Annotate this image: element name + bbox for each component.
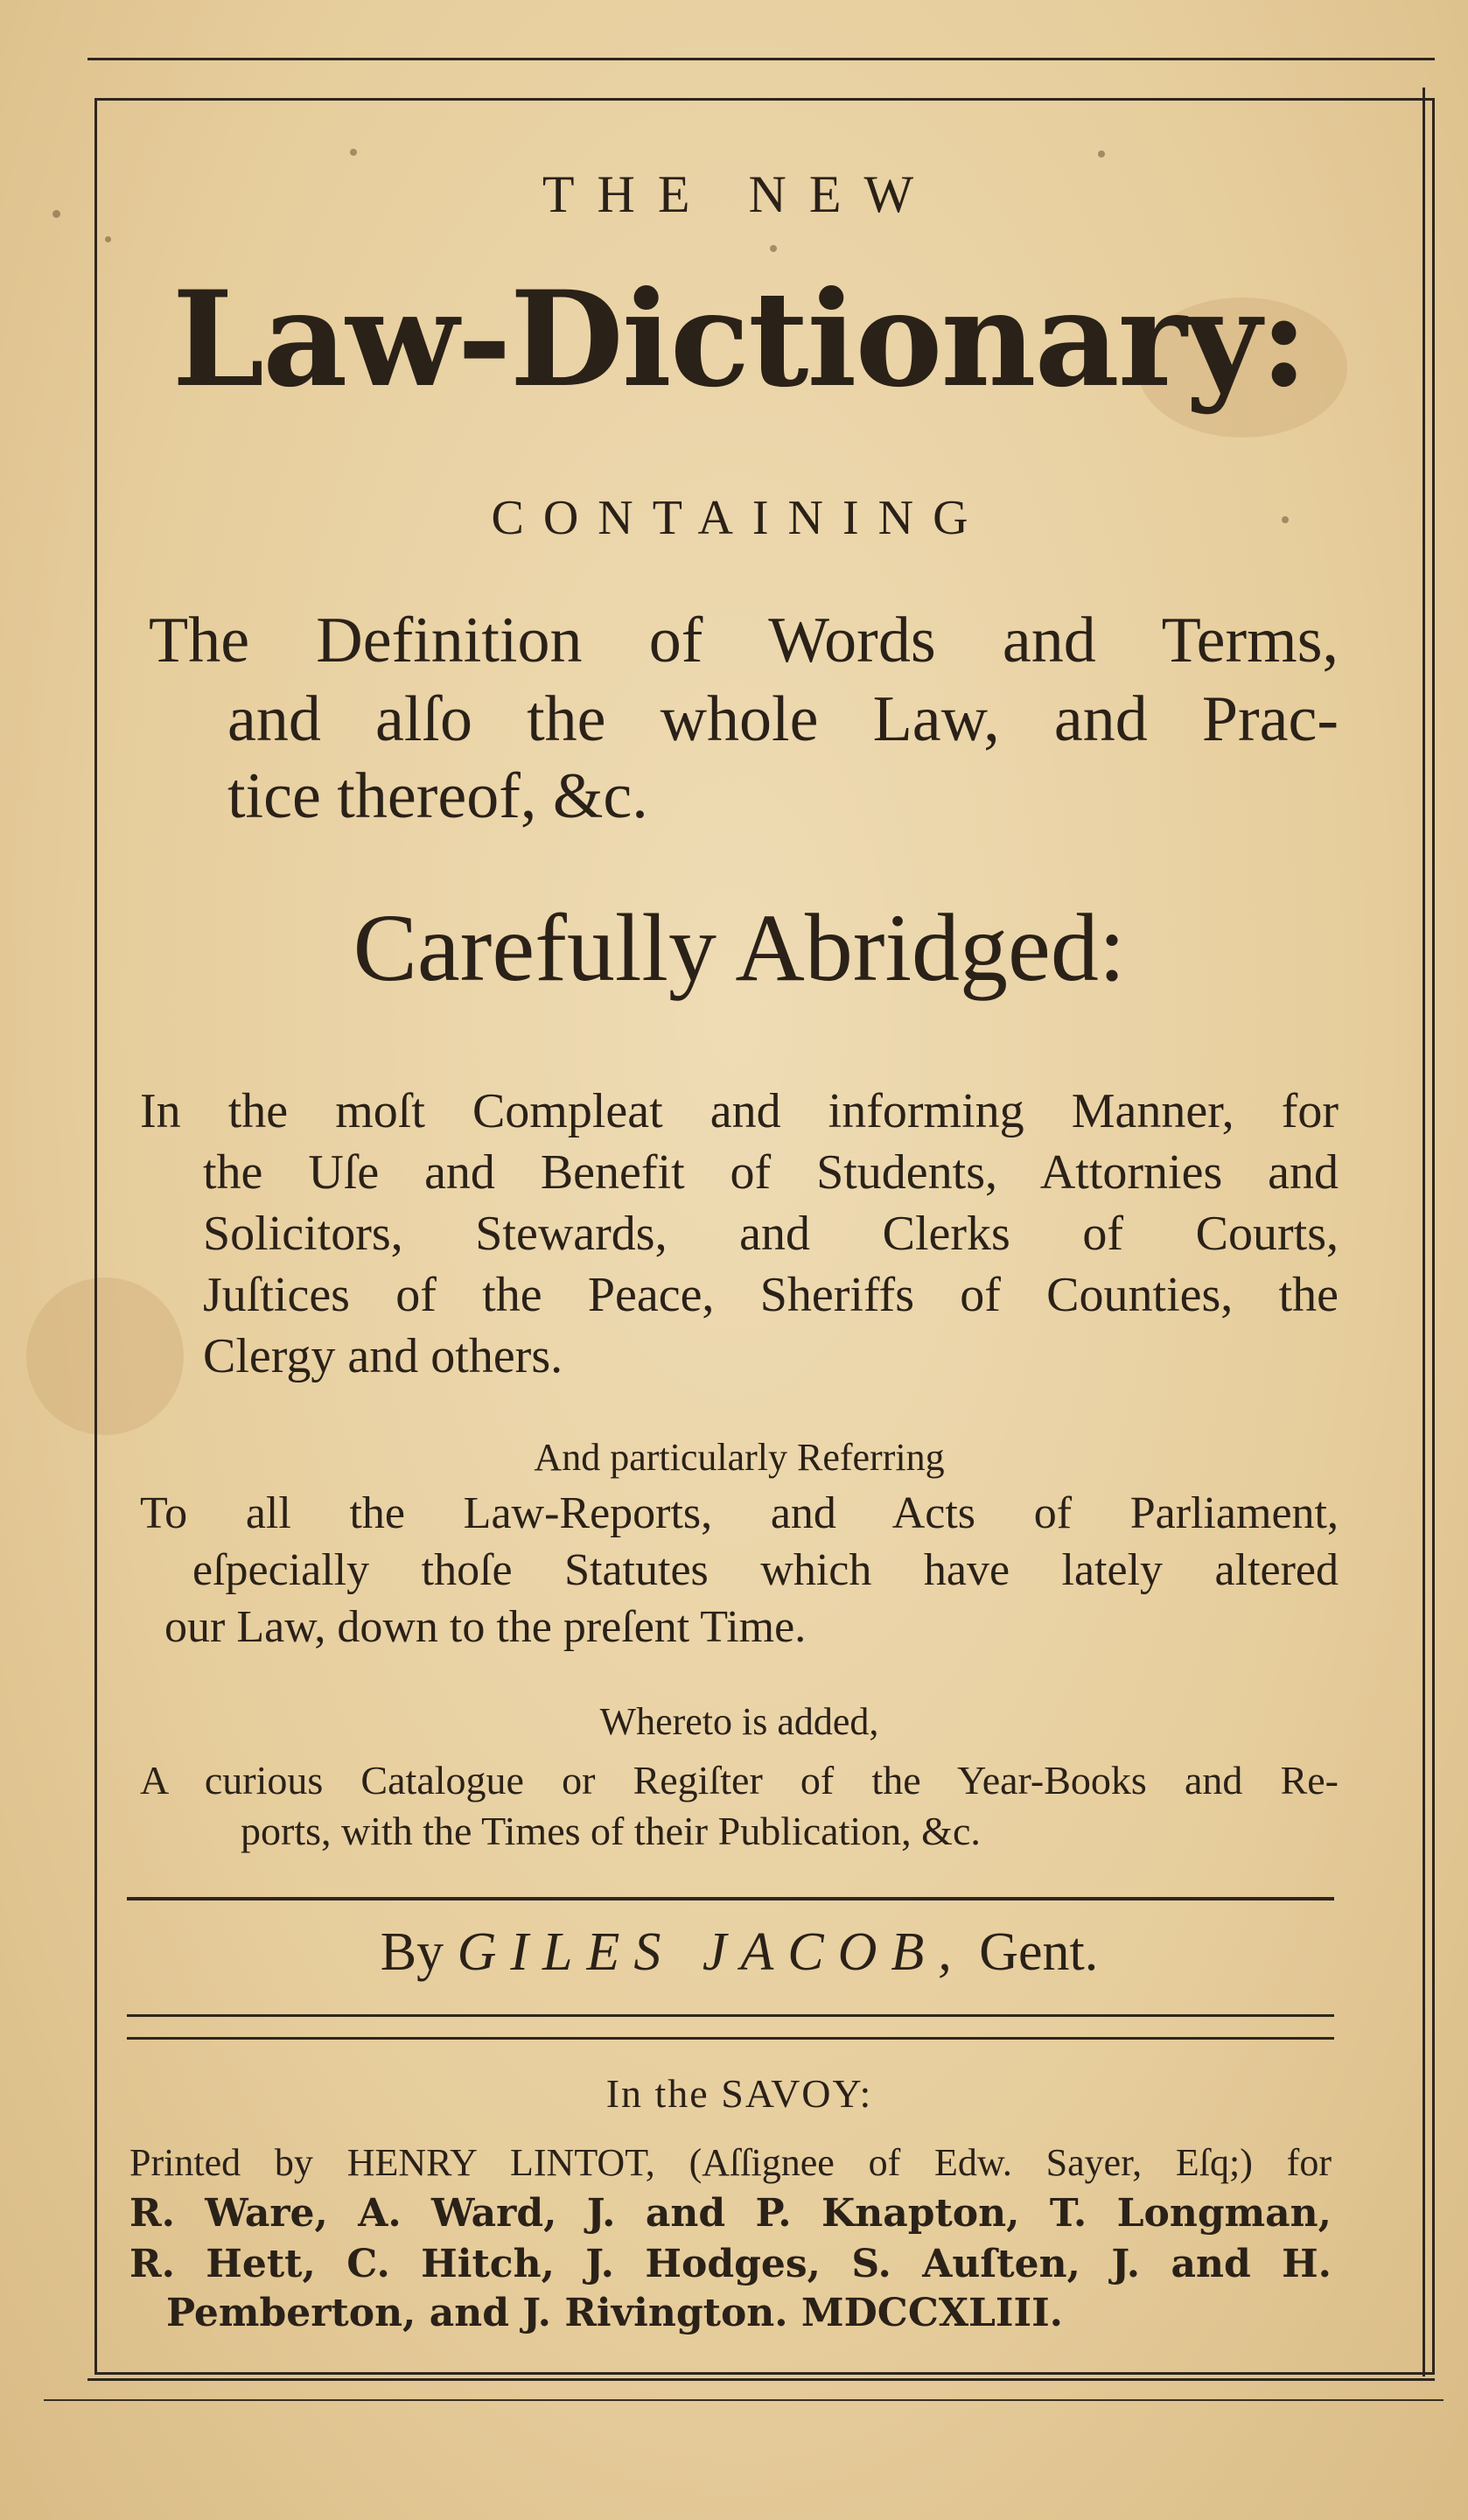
containing-label: CONTAINING <box>491 491 988 545</box>
definition-line: and alſo the whole Law, and Prac- <box>227 683 1339 755</box>
author-name: GILES JACOB, <box>457 1922 966 1982</box>
heading-small: THE NEW <box>542 165 937 223</box>
imprint-line: Printed by HENRY LINTOT, (Aſſignee of Edw. Sayer, Eſq;) for <box>129 2141 1332 2184</box>
imprint-line: Pemberton, and J. Rivington. MDCCXLIII. <box>166 2291 1063 2335</box>
definition-line: tice thereof, &c. <box>227 760 648 832</box>
divider-rule <box>127 2014 1334 2017</box>
author-line <box>131 1922 1347 1984</box>
divider-rule <box>127 2037 1334 2040</box>
manner-line: the Uſe and Benefit of Students, Attornies and <box>203 1145 1339 1200</box>
bottom-rule <box>44 2399 1444 2401</box>
added-heading: Whereto is added, <box>599 1700 879 1743</box>
referring-line: eſpecially thoſe Statutes which have lately altered <box>192 1545 1339 1595</box>
imprint-line: R. Hett, C. Hitch, J. Hodges, S. Auſten, J. and H. <box>129 2242 1332 2286</box>
abridged-heading: Carefully Abridged: <box>353 894 1126 1001</box>
manner-line: In the moſt Compleat and informing Manner, for <box>140 1084 1339 1138</box>
added-line: ports, with the Times of their Publication, &c. <box>241 1809 981 1853</box>
top-rule <box>87 58 1435 60</box>
manner-line: Solicitors, Stewards, and Clerks of Courts, <box>203 1207 1339 1261</box>
referring-line: To all the Law-Reports, and Acts of Parliament, <box>140 1488 1339 1538</box>
author-suffix: Gent. <box>979 1922 1099 1982</box>
referring-heading: And particularly Referring <box>534 1436 945 1479</box>
divider-rule <box>127 1897 1334 1900</box>
definition-line: The Definition of Words and Terms, <box>149 605 1339 676</box>
referring-line: our Law, down to the preſent Time. <box>164 1602 807 1652</box>
added-line: A curious Catalogue or Regiſter of the Year-Books and Re- <box>140 1758 1339 1802</box>
imprint-place: In the SAVOY: <box>605 2071 873 2116</box>
page-border-outer-right <box>1423 88 1425 2376</box>
author-by: By <box>380 1922 444 1982</box>
page-border-outer-bottom <box>87 2378 1435 2381</box>
manner-line: Clergy and others. <box>203 1329 563 1383</box>
foxing-spot <box>52 210 60 218</box>
heading-large: Law-Dictionary: <box>171 262 1307 416</box>
imprint-line: R. Ware, A. Ward, J. and P. Knapton, T. Longman, <box>129 2191 1332 2236</box>
manner-line: Juſtices of the Peace, Sheriffs of Counties, the <box>203 1268 1339 1322</box>
